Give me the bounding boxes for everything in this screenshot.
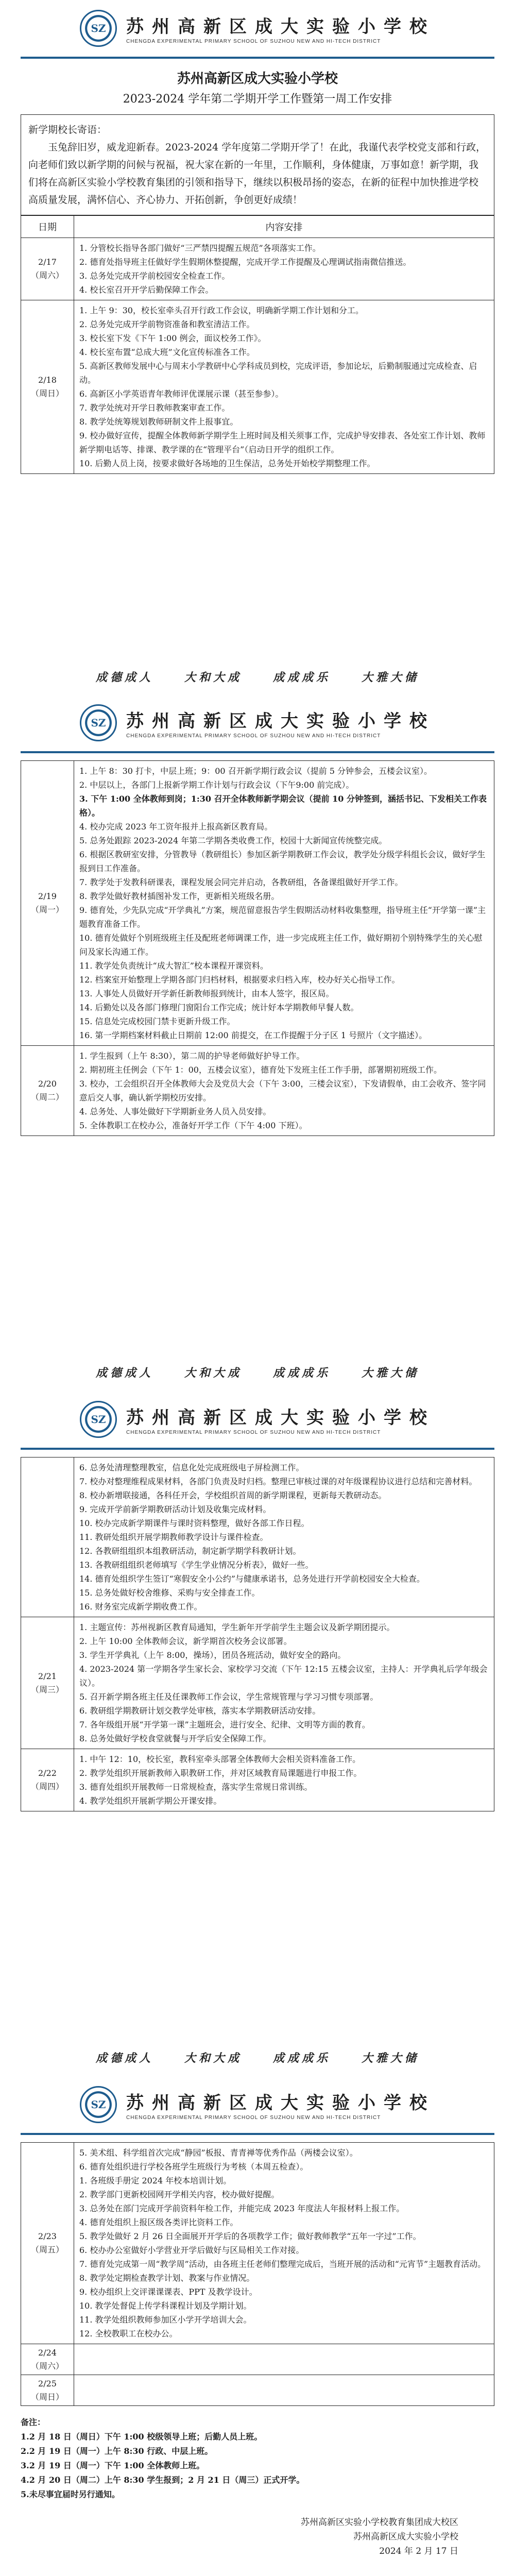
page-2 <box>0 694 515 1136</box>
day-date-cell <box>21 1749 74 1811</box>
list-item: 9. 完成开学前新学期教研活动计划及收集完成材料。 <box>79 1504 271 1514</box>
day-content-cell <box>74 761 494 1046</box>
logo-text: SZ <box>91 717 106 729</box>
day-weekday: （周日） <box>30 388 64 398</box>
list-item: 5. 高新区教师发展中心与周末小学教研中心学科成员到校，完成评语，参加论坛，后勤制服通过完成检查、启动。 <box>79 361 477 385</box>
list-item: 8. 教学处统筹规划教师研制文件上报事宜。 <box>79 417 238 427</box>
page-title: 苏州高新区成大实验小学校 <box>177 71 338 87</box>
day-date-cell <box>21 1458 74 1617</box>
page-1 <box>0 0 515 474</box>
table-row <box>21 761 494 1046</box>
school-name-cn: 苏州高新区成大实验小学校 <box>126 1408 435 1428</box>
motto-item: 成成成乐 <box>273 671 331 684</box>
page-subtitle: 2023-2024 学年第二学期开学工作暨第一周工作安排 <box>123 93 392 106</box>
logo-text: SZ <box>91 1413 106 1426</box>
list-item: 11. 教学处负责统计“成大智汇”校本课程开课资料。 <box>79 961 268 971</box>
note-line: 4.2 月 20 日（周二）上午 8:30 学生报到；2 月 21 日（周三）正式开学。 <box>21 2475 305 2485</box>
list-item: 3. 德育处组织开展教师一日常规检查，落实学生常规日常训练。 <box>79 1782 313 1792</box>
list-item: 16. 财务室完成新学期收费工作。 <box>79 1602 202 1612</box>
schedule-table-1 <box>21 215 494 474</box>
day-date: 2/20 <box>38 1079 57 1089</box>
list-item: 14. 德育处组织学生签订“寒假安全小公约”与健康承诺书，总务处进行开学前校园安全大检查。 <box>79 1574 425 1584</box>
list-item: 2. 期初班主任例会（下午 1：00，五楼会议室），德育处下发班主任工作手册，部署期初班级工作。 <box>79 1065 442 1075</box>
schedule-table-2 <box>21 760 494 1136</box>
school-name-cn: 苏州高新区成大实验小学校 <box>126 16 435 37</box>
notes-label: 备注： <box>21 2417 46 2427</box>
footer-motto <box>0 1364 515 1380</box>
list-item: 6. 校办办公室做好小学营业开学后做好与区局相关工作对接。 <box>79 2245 304 2255</box>
school-header <box>0 1391 515 1448</box>
day-content-cell <box>74 1458 494 1617</box>
list-item: 9. 校办做好宣传，提醒全体教师新学期学生上班时间及相关须事工作，完成护导安排表、各处室工作计划、教师新学期电话等、排课、教学课的在“管理平台”（启动日开学的组织工作。 <box>79 431 486 454</box>
school-logo <box>80 2086 117 2123</box>
list-item: 3. 下午 1:00 全体教师到岗；1:30 召开全体教师新学期会议（提前 10 分钟签到，涵括书记、下发相关工作表格）。 <box>79 794 487 818</box>
table-row <box>21 238 494 300</box>
motto-item: 成德成人 <box>95 1366 153 1380</box>
day-date: 2/22 <box>38 1768 57 1778</box>
header-rule <box>21 57 494 59</box>
notes-section <box>21 2415 494 2502</box>
list-item: 4. 校长室布置“总成大班”文化宣传标准各工作。 <box>79 347 255 357</box>
logo-text: SZ <box>91 2098 106 2111</box>
table-row <box>21 1617 494 1749</box>
school-name-cn: 苏州高新区成大实验小学校 <box>126 2093 435 2113</box>
list-item: 7. 教学处统对开学日教师教案审查工作。 <box>79 403 230 413</box>
list-item: 2. 中层以上，各部门上报新学期工作计划与行政会议（下午9:00 前完成）。 <box>79 780 354 790</box>
day-weekday: （周日） <box>30 2392 64 2402</box>
day-content-cell <box>74 1046 494 1136</box>
day-content-cell <box>74 300 494 474</box>
day-date-cell <box>21 2143 74 2344</box>
list-item: 7. 校办对整理维程成果材料，各部门负责及时归档。整理已审核过课的对年级课程协议进行总结和完善材料。 <box>79 1477 477 1486</box>
day-date: 2/19 <box>38 891 57 901</box>
day-weekday: （周三） <box>30 1684 64 1694</box>
list-item: 6. 教研组学期教研计划交教学处审核，落实本学期教研活动安排。 <box>79 1706 321 1716</box>
list-item: 2. 德育处指导班主任做好学生假期休整提醒，完成开学工作提醒及心理调试指南微信推送。 <box>79 257 411 267</box>
list-item: 8. 总务处做好学校食堂就餐与开学后安全保障工作。 <box>79 1734 271 1743</box>
day-date-cell <box>21 2375 74 2406</box>
signature-org-2: 苏州高新区成大实验小学校 <box>353 2532 458 2542</box>
table-row <box>21 1458 494 1617</box>
list-item: 8. 教学处做好教材插图补发工作，更新相关班级名册。 <box>79 891 280 901</box>
note-line: 3.2 月 19 日（周一）下午 1:00 全体教师上班。 <box>21 2461 205 2470</box>
list-item: 16. 第一学期档案材料截止日期前 12:00 前提交，在工作提醒于分子区 1 号照片（文字描述）。 <box>79 1030 427 1040</box>
list-item: 7. 教学处于发教科研课表，课程发展会同完并启动，各教研组，各备课组做好开学工作。 <box>79 877 403 887</box>
principal-greeting: 新学期校长寄语： <box>28 124 107 135</box>
motto-item: 大和大成 <box>184 671 242 684</box>
schedule-table-3 <box>21 1457 494 1811</box>
list-item: 10. 教学处督促上传学科课程计划及学期计划。 <box>79 2301 252 2311</box>
motto-item: 成德成人 <box>95 671 153 684</box>
table-row <box>21 1046 494 1136</box>
school-header <box>0 0 515 57</box>
principal-message <box>21 114 494 215</box>
list-item: 12. 各教研组组织本组教研活动，制定新学期学科教研计划。 <box>79 1546 301 1556</box>
list-item: 6. 根据区教研室安排，分管教导（教研组长）参加区新学期教研工作会议，教学处分级学科组长会议，做好学生报到日工作准备。 <box>79 850 486 873</box>
school-name-cn: 苏州高新区成大实验小学校 <box>126 711 435 732</box>
day-date: 2/24 <box>38 2347 57 2358</box>
list-item: 4. 2023-2024 第一学期各学生家长会、家校学习交流（下午 12:15 五楼会议室，主持人：开学典礼后学年级会议）。 <box>79 1664 488 1688</box>
motto-item: 大雅大储 <box>362 2052 420 2065</box>
motto-item: 成成成乐 <box>273 1366 331 1380</box>
day-date: 2/18 <box>38 375 57 385</box>
list-item: 3. 总务处完成开学前校园安全检查工作。 <box>79 271 230 281</box>
list-item: 2. 教学部门更新校园网开学相关内容，校办做好提醒。 <box>79 2190 280 2199</box>
list-item: 4. 教学处组织开展新学期公开课安排。 <box>79 1796 222 1806</box>
motto-item: 大雅大储 <box>362 671 420 684</box>
list-item: 14. 后勤处以及各部门修理门窗阳台工作完成；统计好本学期教师早餐人数。 <box>79 1003 359 1012</box>
table-row <box>21 300 494 474</box>
list-item: 3. 总务处在部门完成开学前资料年检工作，并能完成 2023 年度法人年报材料上报工作。 <box>79 2204 405 2213</box>
list-item: 2. 教学处组织开展新教师入职教研工作，并对区域教育局课题进行申报工作。 <box>79 1768 362 1778</box>
day-weekday: （周四） <box>30 1782 64 1791</box>
motto-item: 大雅大储 <box>362 1366 420 1380</box>
note-line: 5.未尽事宜届时另行通知。 <box>21 2489 120 2499</box>
list-item: 5. 全体教职工在校办公，准备好开学工作（下午 4:00 下班）。 <box>79 1121 307 1130</box>
footer-motto <box>0 2049 515 2065</box>
school-header <box>0 2076 515 2133</box>
list-item: 10. 德育处做好个别班级班主任及配班老师调课工作，进一步完成班主任工作，做好期初个别特殊学生的关心慰问及家长沟通工作。 <box>79 933 483 957</box>
signature-block <box>0 2515 458 2558</box>
motto-item: 成德成人 <box>95 2052 153 2065</box>
list-item: 8. 教学处定期检查教学计划、教案与作业情况。 <box>79 2273 255 2283</box>
list-item: 4. 德育处组织上报区级各类评比资料工作。 <box>79 2217 238 2227</box>
day-weekday: （周一） <box>30 905 64 914</box>
list-item: 9. 校办组织上交评课课课表、PPT 及教学设计。 <box>79 2287 258 2297</box>
principal-message-body: 玉兔辞旧岁，威龙迎新春。2023-2024 学年度第二学期开学了！在此，我谨代表学校党支部和行政，向老师们致以新学期的问候与祝福，祝大家在新的一年里，工作顺利，身体健康，万事如意！新学期，我们将在高新区实验小学校教育集团的引领和指导下，继续以积极昂扬的姿态，在新的征程中加快推进学校高质量发展，满怀信心、齐心协力、开拓创新，争创更好成绩！ <box>28 142 486 206</box>
list-item: 4. 校长室召开开学后勤保障工作会。 <box>79 285 214 295</box>
day-weekday: （周六） <box>30 270 64 280</box>
day-date-cell <box>21 1046 74 1136</box>
list-item: 1. 分管校长指导各部门做好“三严禁四提醒五规范”各项落实工作。 <box>79 243 321 253</box>
schedule-table-4 <box>21 2142 494 2406</box>
list-item: 6. 高新区小学英语青年教师评优课展示课（甚至参参）。 <box>79 389 284 399</box>
day-date-cell <box>21 238 74 300</box>
table-row <box>21 2375 494 2406</box>
day-weekday: （周五） <box>30 2245 64 2255</box>
list-item: 7. 德育处完成第一周“教学周”活动，由各班主任老师们整理完成后，当班开展的活动和“元宵节”主题教育活动。 <box>79 2259 486 2269</box>
day-date-cell <box>21 1617 74 1749</box>
note-line: 2.2 月 19 日（周一）上午 8:30 行政、中层上班。 <box>21 2446 213 2456</box>
list-item: 5. 教学处做好 2 月 26 日全面展开开学后的各项教学工作；做好教师教学“五年一字过”工作。 <box>79 2231 421 2241</box>
footer-motto <box>0 669 515 685</box>
list-item: 8. 校办新增联接通，各科任开会，学校组织首周的新学期课程，更新每天教研动态。 <box>79 1490 387 1500</box>
motto-item: 大和大成 <box>184 2052 242 2065</box>
school-name-en: CHENGDA EXPERIMENTAL PRIMARY SCHOOL OF SUZHOU NEW AND HI-TECH DISTRICT <box>126 1430 381 1435</box>
list-item: 15. 总务处做好校舍维修、采购与安全排查工作。 <box>79 1588 260 1598</box>
list-item: 3. 学生开学典礼（上午 8:00，操场），团员各班活动，做好安全的路向。 <box>79 1650 346 1660</box>
table-row <box>21 2143 494 2344</box>
logo-text: SZ <box>91 22 106 35</box>
list-item: 7. 各年级组开展“开学第一课”主题班会，进行安全、纪律、文明等方面的教育。 <box>79 1720 370 1730</box>
day-weekday: （周二） <box>30 1092 64 1102</box>
day-content-cell <box>74 1617 494 1749</box>
school-logo <box>80 704 117 741</box>
list-item: 9. 德育处，少先队完成“开学典礼”方案，规范留意报告学生假期活动材料收集整理，指导班主任“开学第一课”主题教育准备工作。 <box>79 905 486 929</box>
list-item: 6. 德育处组织进行学校各班学生班级行为考核（本周五检查）。 <box>79 2162 308 2172</box>
day-date-cell <box>21 2344 74 2375</box>
list-item: 3. 校长室下发《下午 1:00 例会，面议校务工作》。 <box>79 333 266 343</box>
list-item: 13. 各教研组组织老师填写《学生学业情况分析表》，做好一些。 <box>79 1560 314 1570</box>
list-item: 13. 人事处人员做好开学新任新教师报到统计，由本人签字，报区局。 <box>79 989 334 998</box>
date-column-header: 日期 <box>21 216 74 238</box>
list-item: 4. 总务处、人事处做好下学期新业务人员入员安排。 <box>79 1107 271 1116</box>
day-date: 2/25 <box>38 2378 57 2388</box>
day-weekday: （周六） <box>30 2361 64 2371</box>
day-content-cell <box>74 1749 494 1811</box>
content-column-header: 内容安排 <box>74 216 494 238</box>
school-header <box>0 694 515 751</box>
list-item: 1. 学生报到（上午 8:30），第二周的护导老师做好护导工作。 <box>79 1051 305 1061</box>
list-item: 12. 全校教职工在校办公。 <box>79 2329 178 2338</box>
list-item: 5. 美术组、科学组首次完成“静园”板报、青青禅等优秀作品（两楼会议室）。 <box>79 2148 358 2158</box>
school-logo <box>80 10 117 47</box>
list-item: 5. 召开新学期各班主任及任课教师工作会议，学生常规管理与学习习惯专项部署。 <box>79 1692 379 1702</box>
day-date-cell <box>21 300 74 474</box>
list-item: 10. 后勤人员上岗，按要求做好各场地的卫生保洁，总务处开始校学期整理工作。 <box>79 459 375 468</box>
page-4 <box>0 2076 515 2558</box>
list-item: 2. 上午 10:00 全体教师会议，新学期首次校务会议部署。 <box>79 1636 292 1646</box>
list-item: 1. 上午 8：30 打卡，中层上班；9：00 召开新学期行政会议（提前 5 分钟参会，五楼会议室）。 <box>79 766 433 776</box>
note-line: 1.2 月 18 日（周日）下午 1:00 校级领导上班；后勤人员上班。 <box>21 2432 263 2442</box>
list-item: 12. 档案室开始整理上学期各部门归档材料，根据要求归档入库，校办好关心指导工作。 <box>79 975 400 985</box>
list-item: 11. 教学处组织教师参加区小学开学培训大会。 <box>79 2315 252 2325</box>
motto-item: 成成成乐 <box>273 2052 331 2065</box>
table-header-row <box>21 216 494 238</box>
table-row <box>21 2344 494 2375</box>
day-content-cell <box>74 238 494 300</box>
list-item: 5. 总务处跟踪 2023-2024 年第二学期各类收费工作，校园十大新闻宣传统整完成。 <box>79 836 387 845</box>
day-date: 2/21 <box>38 1671 57 1681</box>
school-logo <box>80 1401 117 1438</box>
list-item: 15. 信息处完成校园门禁卡更新升级工作。 <box>79 1016 235 1026</box>
list-item: 4. 校办完成 2023 年工资年报并上报高新区教育局。 <box>79 822 273 832</box>
day-date: 2/17 <box>38 257 57 267</box>
day-date-cell <box>21 761 74 1046</box>
list-item: 1. 上午 9：30，校长室牵头召开行政工作会议，明确新学期工作计划和分工。 <box>79 306 364 315</box>
school-name-en: CHENGDA EXPERIMENTAL PRIMARY SCHOOL OF SUZHOU NEW AND HI-TECH DISTRICT <box>126 39 381 44</box>
day-date: 2/23 <box>38 2231 57 2241</box>
school-name-en: CHENGDA EXPERIMENTAL PRIMARY SCHOOL OF SUZHOU NEW AND HI-TECH DISTRICT <box>126 733 381 739</box>
day-content-cell <box>74 2375 494 2406</box>
list-item: 2. 总务处完成开学前物资准备和教室清洁工作。 <box>79 319 255 329</box>
day-content-cell <box>74 2143 494 2344</box>
signature-date: 2024 年 2 月 17 日 <box>379 2546 458 2556</box>
list-item: 10. 校办完成新学期课件与课时资料整理，做好各部工作日程。 <box>79 1518 310 1528</box>
table-row <box>21 1749 494 1811</box>
list-item: 1. 各班级手册定 2024 年校本培训计划。 <box>79 2176 232 2185</box>
signature-org-1: 苏州高新区实验小学校教育集团成大校区 <box>301 2517 458 2528</box>
page-3 <box>0 1391 515 1811</box>
day-content-cell <box>74 2344 494 2375</box>
list-item: 6. 总务处清理整理教室，信息化处完成班级电子屏检测工作。 <box>79 1463 304 1472</box>
list-item: 3. 校办，工会组织召开全体教师大会及党员大会（下午 3:00，三楼会议室），下发请假单，由工会收齐、签字同意后交人事，确认新学期校历安排。 <box>79 1079 486 1103</box>
school-name-en: CHENGDA EXPERIMENTAL PRIMARY SCHOOL OF SUZHOU NEW AND HI-TECH DISTRICT <box>126 2115 381 2121</box>
list-item: 1. 中午 12：10，校长室，教科室牵头部署全体教师大会相关资料准备工作。 <box>79 1754 361 1764</box>
list-item: 1. 主题宣传：苏州视新区教育局通知，学生新年开学前学生主题会议及新学期团提示。 <box>79 1622 395 1632</box>
motto-item: 大和大成 <box>184 1366 242 1380</box>
list-item: 11. 教研处组织开展学期教师教学设计与课件检查。 <box>79 1532 268 1542</box>
